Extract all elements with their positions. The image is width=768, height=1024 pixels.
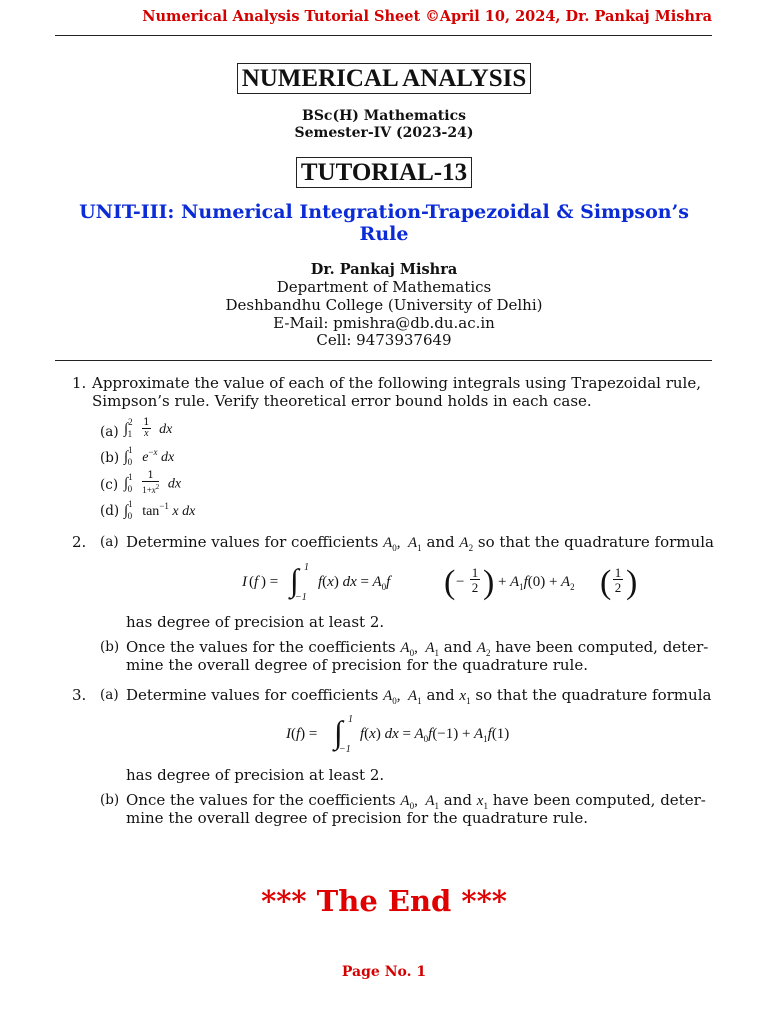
author-cell: Cell: 9473937649 xyxy=(316,331,452,349)
main-title: NUMERICAL ANALYSIS xyxy=(237,63,532,94)
tutorial-title: TUTORIAL-13 xyxy=(296,157,472,188)
page-number: Page No. 1 xyxy=(341,964,427,980)
q1d-label: (d) xyxy=(100,503,120,519)
author-name-line xyxy=(0,260,768,279)
q2a-after: has degree of precision at least 2. xyxy=(126,613,385,631)
running-header: Numerical Analysis Tutorial Sheet ©April 10, 2024, Dr. Pankaj Mishra xyxy=(142,8,712,25)
q3b-text-start: Once the values for the coefficients xyxy=(126,791,396,809)
the-end-wrap xyxy=(0,884,768,918)
q3a-text-start: Determine values for coefficients xyxy=(126,686,379,704)
q2a-text-end: so that the quadrature formula xyxy=(477,533,714,551)
author-department: Department of Mathematics xyxy=(276,278,492,296)
q2b-text-line2: mine the overall degree of precision for the quadrature rule. xyxy=(126,656,588,674)
course-name: BSc(H) Mathematics xyxy=(301,108,466,124)
main-title-wrap xyxy=(0,63,768,94)
q3a-text-end: so that the quadrature formula xyxy=(475,686,712,704)
q2b-text-end: have been computed, deter- xyxy=(495,638,709,656)
q2a-text: Determine values for coefficients $A_0$, $A_1$ and $A_2$ so that the quadrature formula xyxy=(126,533,714,553)
q3-number: 3. xyxy=(72,686,87,704)
q1d-integral: ∫$^1_0$ $\tan^{-1} x$ dx xyxy=(124,499,196,521)
q1-text-line2: Simpson’s rule. Verify theoretical error bound holds in each case. xyxy=(92,392,592,410)
q3b-text-end: have been computed, deter- xyxy=(492,791,706,809)
the-end: *** The End *** xyxy=(261,884,507,918)
unit-title-line1: UNIT-III: Numerical Integration-Trapezoidal & Simpson’s xyxy=(79,201,689,223)
q3a-text: Determine values for coefficients $A_0$, $A_1$ and $x_1$ so that the quadrature formula xyxy=(126,686,712,706)
q1a-label: (a) xyxy=(100,424,119,440)
author-college: Deshbandhu College (University of Delhi) xyxy=(225,296,543,314)
q1c-label: (c) xyxy=(100,477,119,493)
q1-text-line1: Approximate the value of each of the following integrals using Trapezoidal rule, xyxy=(92,374,701,392)
q2b-text-start: Once the values for the coefficients xyxy=(126,638,396,656)
q2a-label: (a) xyxy=(100,534,119,550)
q1b-label: (b) xyxy=(100,450,120,466)
q2a-text-start: Determine values for coefficients xyxy=(126,533,379,551)
semester: Semester-IV (2023-24) xyxy=(294,125,474,141)
q2-number: 2. xyxy=(72,533,87,551)
q3a-after: has degree of precision at least 2. xyxy=(126,766,385,784)
q1-number: 1. xyxy=(72,374,87,392)
q1a-integral: ∫$^2_1$ $\frac{1}{x}$ dx xyxy=(124,417,173,439)
author-name: Dr. Pankaj Mishra xyxy=(310,261,458,278)
q3b-text-line2: mine the overall degree of precision for the quadrature rule. xyxy=(126,809,588,827)
q1b-integral: ∫$^1_0$ $e^{-x}$ dx xyxy=(124,445,175,467)
author-email: E-Mail: pmishra@db.du.ac.in xyxy=(273,314,495,332)
q3b-text-line1: Once the values for the coefficients $A_0$, $A_1$ and $x_1$ have been computed, deter- xyxy=(126,791,706,811)
q3a-label: (a) xyxy=(100,687,119,703)
q2b-text-line1: Once the values for the coefficients $A_0$, $A_1$ and $A_2$ have been computed, deter- xyxy=(126,638,709,658)
q1c-integral: ∫$^1_0$ $\frac{1}{1+x^2}$ dx xyxy=(124,470,182,495)
q2b-label: (b) xyxy=(100,639,120,655)
page-number-wrap xyxy=(0,961,768,980)
title-rule xyxy=(55,360,712,361)
q3b-label: (b) xyxy=(100,792,120,808)
unit-title-line2: Rule xyxy=(359,223,409,245)
header-rule xyxy=(55,35,712,36)
tutorial-title-wrap xyxy=(0,157,768,188)
